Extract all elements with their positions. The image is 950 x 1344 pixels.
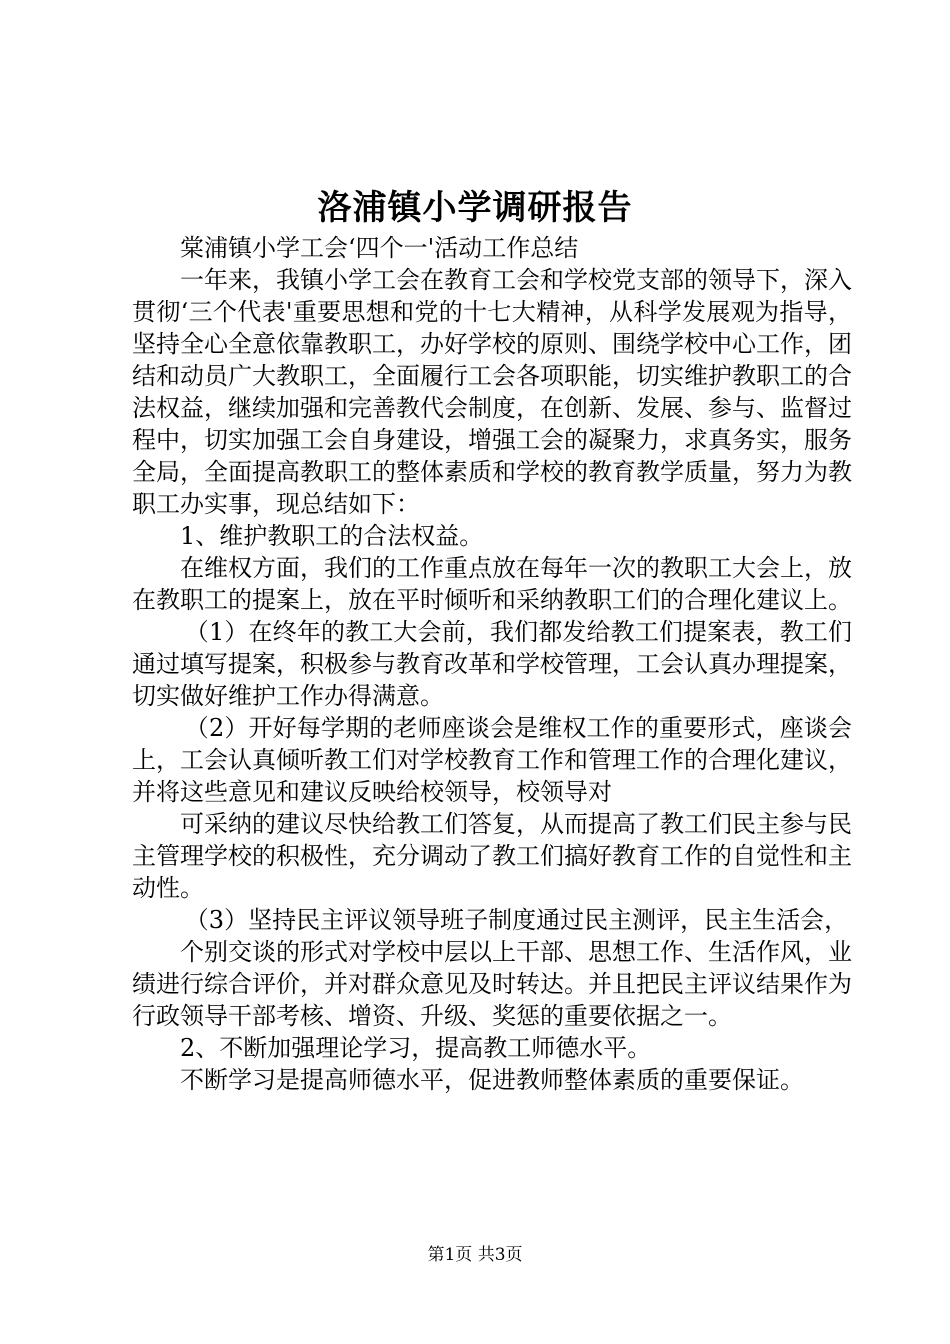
paragraph-section-1-heading: 1、维护教职工的合法权益。 — [180, 522, 484, 550]
paragraph-subtitle: 棠浦镇小学工会‘四个一'活动工作总结 — [180, 234, 579, 262]
paragraph-section-2-heading: 2、不断加强理论学习，提高教工师德水平。 — [180, 1034, 652, 1062]
paragraph-item-2: （2）开好每学期的老师座谈会是维权工作的重要形式，座谈会上，工会认真倾听教工们对学校教育工作和管理工作的合理化建议，并将这些意见和建议反映给校领导，校领导对 — [132, 714, 852, 806]
document-title: 洛浦镇小学调研报告 — [317, 188, 633, 228]
paragraph-item-1: （1）在终年的教工大会前，我们都发给教工们提案表，教工们通过填写提案，积极参与教育改革和学校管理，工会认真办理提案，切实做好维护工作办得满意。 — [132, 618, 852, 710]
paragraph-rights-focus: 在维权方面，我们的工作重点放在每年一次的教职工大会上，放在教职工的提案上，放在平时倾听和采纳教职工们的合理化建议上。 — [132, 554, 852, 614]
paragraph-study: 不断学习是提高师德水平，促进教师整体素质的重要保证。 — [180, 1066, 804, 1094]
paragraph-item-2-continued: 可采纳的建议尽快给教工们答复，从而提高了教工们民主参与民主管理学校的积极性，充分调动了教工们搞好教育工作的自觉性和主动性。 — [132, 810, 852, 902]
page-footer: 第1页 共3页 — [427, 1245, 523, 1265]
paragraph-item-3-continued: 个别交谈的形式对学校中层以上干部、思想工作、生活作风，业绩进行综合评价，并对群众意见及时转达。并且把民主评议结果作为行政领导干部考核、增资、升级、奖惩的重要依据之一。 — [132, 938, 852, 1030]
document-body — [132, 232, 852, 1096]
paragraph-item-3: （3）坚持民主评议领导班子制度通过民主测评，民主生活会， — [184, 906, 849, 934]
paragraph-intro: 一年来，我镇小学工会在教育工会和学校党支部的领导下，深入贯彻‘三个代表'重要思想和党的十七大精神，从科学发展观为指导，坚持全心全意依靠教职工，办好学校的原则、围绕学校中心工作，团结和动员广大教职工，全面履行工会各项职能，切实维护教职工的合法权益，继续加强和完善教代会制度，在创新、发展、参与、监督过程中，切实加强工会自身建设，增强工会的凝聚力，求真务实，服务全局，全面提高教职工的整体素质和学校的教育教学质量，努力为教职工办实事，现总结如下： — [132, 266, 852, 518]
